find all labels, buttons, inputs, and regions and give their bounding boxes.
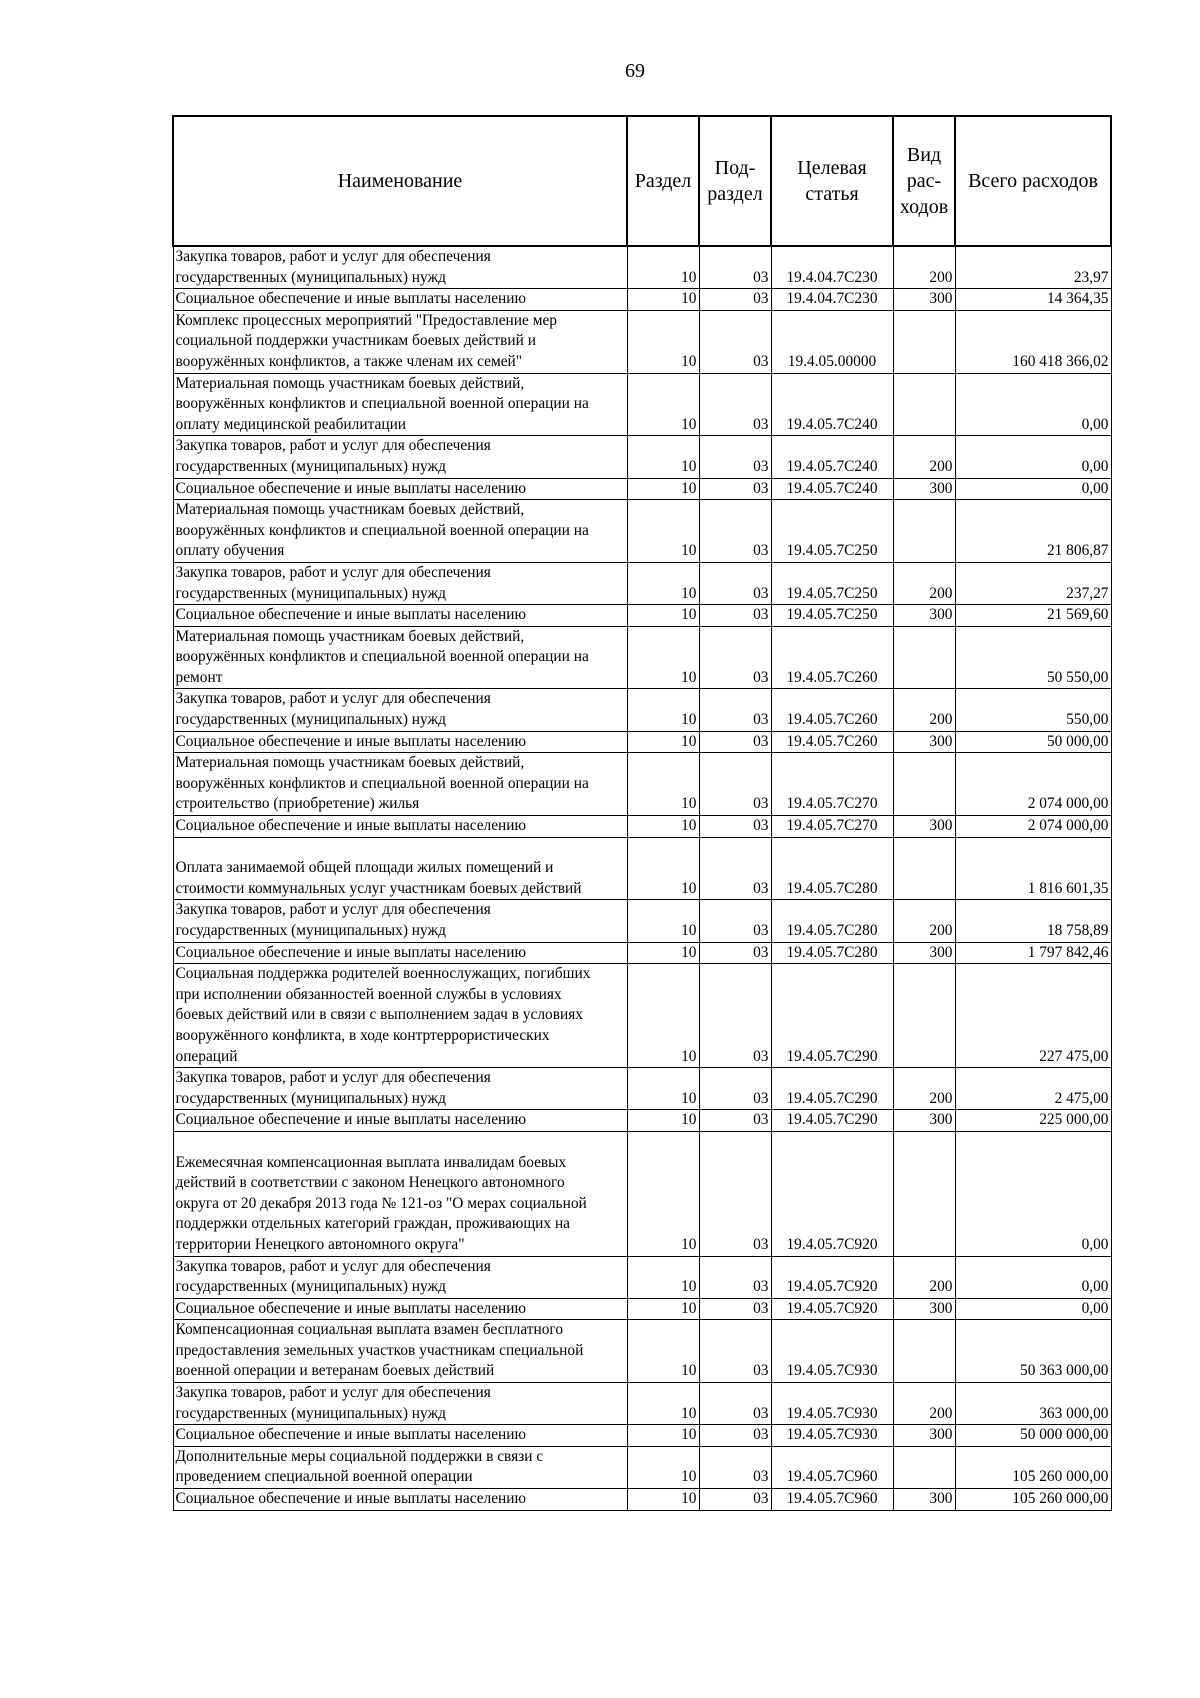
cell-podrazdel: 03	[699, 689, 771, 731]
cell-vid	[893, 1320, 955, 1383]
table-row	[173, 1131, 1111, 1256]
cell-razdel: 10	[627, 1131, 699, 1256]
table-row	[173, 500, 1111, 563]
cell-podrazdel: 03	[699, 436, 771, 478]
cell-vid: 300	[893, 1425, 955, 1447]
cell-statya: 19.4.05.7С920	[771, 1256, 893, 1298]
cell-statya: 19.4.05.7С280	[771, 942, 893, 964]
cell-statya: 19.4.05.7С270	[771, 753, 893, 816]
cell-podrazdel: 03	[699, 837, 771, 900]
cell-total: 21 569,60	[955, 605, 1111, 627]
cell-name: Закупка товаров, работ и услуг для обеспечения государственных (муниципальных) нужд	[173, 246, 627, 289]
cell-total: 1 797 842,46	[955, 942, 1111, 964]
cell-razdel: 10	[627, 562, 699, 604]
cell-total: 0,00	[955, 436, 1111, 478]
cell-statya: 19.4.05.7С270	[771, 816, 893, 838]
cell-name: Социальное обеспечение и иные выплаты населению	[173, 1489, 627, 1511]
table-row	[173, 731, 1111, 753]
table-row	[173, 1110, 1111, 1132]
cell-name: Комплекс процессных мероприятий "Предоставление мер социальной поддержки участникам боевых действий и вооружённых конфликтов, а также членам их семей"	[173, 310, 627, 373]
cell-vid: 200	[893, 1383, 955, 1425]
cell-vid: 300	[893, 731, 955, 753]
cell-razdel: 10	[627, 1110, 699, 1132]
cell-name: Социальное обеспечение и иные выплаты населению	[173, 816, 627, 838]
cell-razdel: 10	[627, 373, 699, 436]
table-row	[173, 1425, 1111, 1447]
cell-name: Закупка товаров, работ и услуг для обеспечения государственных (муниципальных) нужд	[173, 900, 627, 942]
budget-table	[172, 115, 1112, 1511]
cell-statya: 19.4.05.7С240	[771, 436, 893, 478]
cell-statya: 19.4.05.7С250	[771, 500, 893, 563]
cell-podrazdel: 03	[699, 1256, 771, 1298]
cell-razdel: 10	[627, 1298, 699, 1320]
cell-vid: 200	[893, 1068, 955, 1110]
cell-total: 50 000,00	[955, 731, 1111, 753]
cell-total: 50 363 000,00	[955, 1320, 1111, 1383]
cell-name: Социальная поддержка родителей военнослужащих, погибших при исполнении обязанностей военной службы в условиях боевых действий или в связи с выполнением задач в условиях вооружённого конфликта, в ходе контртеррористических операций	[173, 964, 627, 1068]
table-row	[173, 964, 1111, 1068]
cell-total: 105 260 000,00	[955, 1489, 1111, 1511]
table-row	[173, 562, 1111, 604]
cell-statya: 19.4.05.7С930	[771, 1320, 893, 1383]
cell-vid: 200	[893, 1256, 955, 1298]
cell-total: 225 000,00	[955, 1110, 1111, 1132]
cell-razdel: 10	[627, 1320, 699, 1383]
cell-podrazdel: 03	[699, 1320, 771, 1383]
cell-statya: 19.4.05.7С250	[771, 605, 893, 627]
cell-vid: 300	[893, 1298, 955, 1320]
cell-podrazdel: 03	[699, 942, 771, 964]
cell-vid	[893, 500, 955, 563]
table-row	[173, 310, 1111, 373]
cell-vid: 200	[893, 246, 955, 289]
cell-podrazdel: 03	[699, 1131, 771, 1256]
cell-total: 550,00	[955, 689, 1111, 731]
cell-statya: 19.4.05.7С960	[771, 1489, 893, 1511]
cell-total: 0,00	[955, 1131, 1111, 1256]
cell-razdel: 10	[627, 753, 699, 816]
cell-statya: 19.4.05.7С960	[771, 1446, 893, 1488]
cell-name: Закупка товаров, работ и услуг для обеспечения государственных (муниципальных) нужд	[173, 689, 627, 731]
cell-total: 0,00	[955, 1298, 1111, 1320]
cell-name: Социальное обеспечение и иные выплаты населению	[173, 1110, 627, 1132]
cell-podrazdel: 03	[699, 731, 771, 753]
cell-statya: 19.4.05.7С290	[771, 964, 893, 1068]
cell-vid: 300	[893, 289, 955, 311]
cell-razdel: 10	[627, 942, 699, 964]
cell-total: 1 816 601,35	[955, 837, 1111, 900]
cell-total: 2 074 000,00	[955, 753, 1111, 816]
cell-razdel: 10	[627, 1446, 699, 1488]
cell-podrazdel: 03	[699, 626, 771, 689]
cell-razdel: 10	[627, 1068, 699, 1110]
cell-name: Закупка товаров, работ и услуг для обеспечения государственных (муниципальных) нужд	[173, 562, 627, 604]
cell-podrazdel: 03	[699, 1383, 771, 1425]
cell-name: Закупка товаров, работ и услуг для обеспечения государственных (муниципальных) нужд	[173, 1383, 627, 1425]
cell-podrazdel: 03	[699, 605, 771, 627]
table-row	[173, 1298, 1111, 1320]
cell-name: Закупка товаров, работ и услуг для обеспечения государственных (муниципальных) нужд	[173, 1256, 627, 1298]
cell-vid: 300	[893, 816, 955, 838]
cell-razdel: 10	[627, 1256, 699, 1298]
cell-total: 14 364,35	[955, 289, 1111, 311]
cell-vid	[893, 837, 955, 900]
cell-vid	[893, 1131, 955, 1256]
cell-total: 363 000,00	[955, 1383, 1111, 1425]
cell-total: 2 074 000,00	[955, 816, 1111, 838]
cell-vid: 200	[893, 900, 955, 942]
cell-vid	[893, 310, 955, 373]
cell-podrazdel: 03	[699, 1068, 771, 1110]
cell-podrazdel: 03	[699, 478, 771, 500]
cell-name: Материальная помощь участникам боевых действий, вооружённых конфликтов и специальной военной операции на строительство (приобретение) жилья	[173, 753, 627, 816]
cell-name: Материальная помощь участникам боевых действий, вооружённых конфликтов и специальной военной операции на ремонт	[173, 626, 627, 689]
cell-statya: 19.4.05.7С260	[771, 689, 893, 731]
cell-statya: 19.4.05.7С930	[771, 1425, 893, 1447]
cell-podrazdel: 03	[699, 562, 771, 604]
cell-razdel: 10	[627, 289, 699, 311]
cell-name: Материальная помощь участникам боевых действий, вооружённых конфликтов и специальной военной операции на оплату обучения	[173, 500, 627, 563]
table-row	[173, 900, 1111, 942]
cell-podrazdel: 03	[699, 310, 771, 373]
cell-total: 227 475,00	[955, 964, 1111, 1068]
cell-name: Социальное обеспечение и иные выплаты населению	[173, 605, 627, 627]
cell-statya: 19.4.04.7С230	[771, 246, 893, 289]
cell-podrazdel: 03	[699, 500, 771, 563]
cell-podrazdel: 03	[699, 753, 771, 816]
cell-razdel: 10	[627, 1425, 699, 1447]
cell-total: 18 758,89	[955, 900, 1111, 942]
cell-name: Социальное обеспечение и иные выплаты населению	[173, 1298, 627, 1320]
cell-podrazdel: 03	[699, 373, 771, 436]
header-name: Наименование	[173, 116, 627, 246]
cell-statya: 19.4.05.7С280	[771, 900, 893, 942]
cell-podrazdel: 03	[699, 1298, 771, 1320]
cell-podrazdel: 03	[699, 1425, 771, 1447]
cell-podrazdel: 03	[699, 900, 771, 942]
cell-total: 50 000 000,00	[955, 1425, 1111, 1447]
cell-vid: 300	[893, 1110, 955, 1132]
table-body	[173, 246, 1111, 1510]
cell-statya: 19.4.05.7С930	[771, 1383, 893, 1425]
cell-name: Оплата занимаемой общей площади жилых помещений и стоимости коммунальных услуг участникам боевых действий	[173, 837, 627, 900]
cell-total: 23,97	[955, 246, 1111, 289]
cell-vid	[893, 1446, 955, 1488]
table-row	[173, 816, 1111, 838]
cell-name: Социальное обеспечение и иные выплаты населению	[173, 478, 627, 500]
cell-name: Социальное обеспечение и иные выплаты населению	[173, 289, 627, 311]
header-podrazdel: Под- раздел	[699, 116, 771, 246]
header-total: Всего расходов	[955, 116, 1111, 246]
table-row	[173, 942, 1111, 964]
cell-razdel: 10	[627, 689, 699, 731]
cell-vid	[893, 373, 955, 436]
cell-razdel: 10	[627, 816, 699, 838]
cell-name: Ежемесячная компенсационная выплата инвалидам боевых действий в соответствии с законом Ненецкого автономного округа от 20 декабря 2013 года № 121-оз "О мерах социальной поддержки отдельных категорий граждан, проживающих на территории Ненецкого автономного округа"	[173, 1131, 627, 1256]
table-row	[173, 478, 1111, 500]
cell-vid	[893, 964, 955, 1068]
cell-statya: 19.4.05.7С260	[771, 626, 893, 689]
table-row	[173, 1446, 1111, 1488]
cell-vid: 200	[893, 562, 955, 604]
cell-vid: 300	[893, 942, 955, 964]
table-row	[173, 436, 1111, 478]
cell-statya: 19.4.05.7С240	[771, 373, 893, 436]
cell-statya: 19.4.05.7С280	[771, 837, 893, 900]
table-row	[173, 605, 1111, 627]
header-razdel: Раздел	[627, 116, 699, 246]
table-row	[173, 1383, 1111, 1425]
cell-name: Социальное обеспечение и иные выплаты населению	[173, 731, 627, 753]
cell-razdel: 10	[627, 626, 699, 689]
cell-razdel: 10	[627, 1383, 699, 1425]
cell-razdel: 10	[627, 500, 699, 563]
cell-vid: 300	[893, 478, 955, 500]
cell-podrazdel: 03	[699, 1489, 771, 1511]
table-row	[173, 837, 1111, 900]
table-row	[173, 689, 1111, 731]
cell-razdel: 10	[627, 605, 699, 627]
cell-total: 237,27	[955, 562, 1111, 604]
cell-total: 0,00	[955, 478, 1111, 500]
cell-vid: 200	[893, 689, 955, 731]
cell-podrazdel: 03	[699, 964, 771, 1068]
cell-razdel: 10	[627, 436, 699, 478]
cell-statya: 19.4.05.7С250	[771, 562, 893, 604]
cell-razdel: 10	[627, 310, 699, 373]
cell-vid: 200	[893, 436, 955, 478]
cell-statya: 19.4.05.7С290	[771, 1110, 893, 1132]
cell-statya: 19.4.05.7С290	[771, 1068, 893, 1110]
cell-podrazdel: 03	[699, 246, 771, 289]
cell-vid	[893, 626, 955, 689]
cell-total: 0,00	[955, 1256, 1111, 1298]
cell-razdel: 10	[627, 1489, 699, 1511]
cell-total: 105 260 000,00	[955, 1446, 1111, 1488]
cell-podrazdel: 03	[699, 1446, 771, 1488]
cell-statya: 19.4.05.7С260	[771, 731, 893, 753]
cell-razdel: 10	[627, 964, 699, 1068]
cell-total: 21 806,87	[955, 500, 1111, 563]
cell-razdel: 10	[627, 731, 699, 753]
table-header	[173, 116, 1111, 246]
cell-total: 2 475,00	[955, 1068, 1111, 1110]
cell-name: Социальное обеспечение и иные выплаты населению	[173, 1425, 627, 1447]
table-row	[173, 373, 1111, 436]
cell-statya: 19.4.05.00000	[771, 310, 893, 373]
table-row	[173, 1320, 1111, 1383]
cell-razdel: 10	[627, 246, 699, 289]
table-row	[173, 753, 1111, 816]
cell-podrazdel: 03	[699, 289, 771, 311]
header-statya: Целевая статья	[771, 116, 893, 246]
cell-total: 50 550,00	[955, 626, 1111, 689]
cell-podrazdel: 03	[699, 816, 771, 838]
table-row	[173, 246, 1111, 289]
cell-name: Материальная помощь участникам боевых действий, вооружённых конфликтов и специальной военной операции на оплату медицинской реабилитации	[173, 373, 627, 436]
cell-razdel: 10	[627, 478, 699, 500]
cell-name: Дополнительные меры социальной поддержки в связи с проведением специальной военной операции	[173, 1446, 627, 1488]
cell-statya: 19.4.05.7С920	[771, 1298, 893, 1320]
header-vid: Вид рас- ходов	[893, 116, 955, 246]
page-number: 69	[625, 60, 645, 82]
cell-total: 160 418 366,02	[955, 310, 1111, 373]
cell-razdel: 10	[627, 900, 699, 942]
cell-name: Закупка товаров, работ и услуг для обеспечения государственных (муниципальных) нужд	[173, 436, 627, 478]
cell-statya: 19.4.05.7С920	[771, 1131, 893, 1256]
cell-razdel: 10	[627, 837, 699, 900]
cell-statya: 19.4.05.7С240	[771, 478, 893, 500]
cell-name: Компенсационная социальная выплата взамен бесплатного предоставления земельных участков участникам специальной военной операции и ветеранам боевых действий	[173, 1320, 627, 1383]
table-row	[173, 289, 1111, 311]
cell-statya: 19.4.04.7С230	[771, 289, 893, 311]
cell-name: Закупка товаров, работ и услуг для обеспечения государственных (муниципальных) нужд	[173, 1068, 627, 1110]
cell-vid: 300	[893, 1489, 955, 1511]
cell-vid: 300	[893, 605, 955, 627]
cell-podrazdel: 03	[699, 1110, 771, 1132]
table-row	[173, 1489, 1111, 1511]
table-row	[173, 626, 1111, 689]
cell-name: Социальное обеспечение и иные выплаты населению	[173, 942, 627, 964]
table-row	[173, 1068, 1111, 1110]
cell-vid	[893, 753, 955, 816]
cell-total: 0,00	[955, 373, 1111, 436]
table-row	[173, 1256, 1111, 1298]
